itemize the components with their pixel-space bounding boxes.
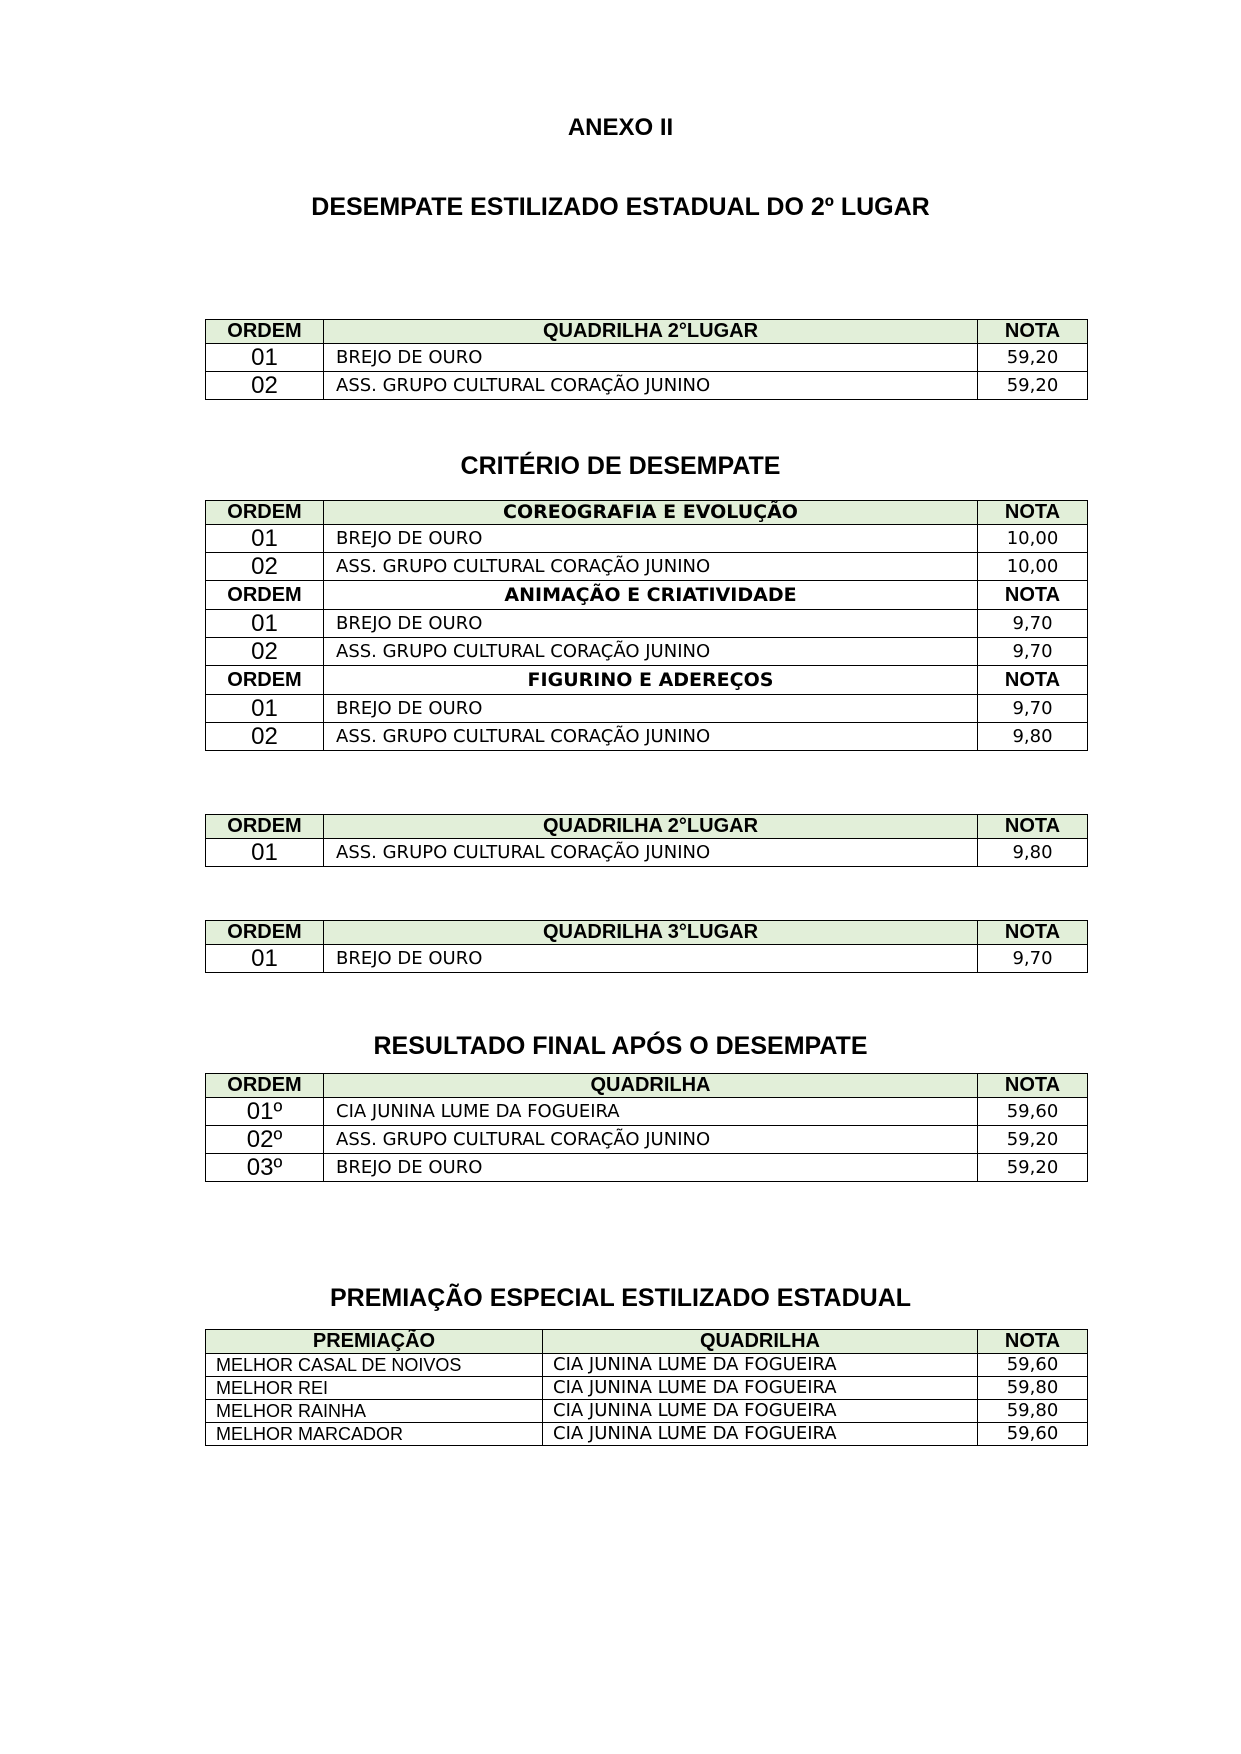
table-row: [206, 1126, 1088, 1154]
cell-nota: 9,80: [978, 839, 1088, 867]
table-3-lugar: [205, 920, 1088, 973]
cell-ordem: 02: [206, 638, 324, 666]
header-quadrilha: QUADRILHA: [324, 1074, 978, 1098]
cell-nota: 59,20: [978, 344, 1088, 372]
table-header-row: [206, 815, 1088, 839]
cell-ordem: 02: [206, 553, 324, 581]
table-row: [206, 1154, 1088, 1182]
cell-nota: 59,60: [978, 1098, 1088, 1126]
cell-ordem: 02: [206, 372, 324, 400]
cell-quadrilha: ASS. GRUPO CULTURAL CORAÇÃO JUNINO: [324, 553, 978, 581]
cell-nota: 59,60: [978, 1423, 1088, 1446]
cell-ordem: 01: [206, 525, 324, 553]
cell-quadrilha: ASS. GRUPO CULTURAL CORAÇÃO JUNINO: [324, 638, 978, 666]
table-2-lugar: [205, 319, 1088, 400]
table-row: [206, 839, 1088, 867]
cell-quadrilha: ASS. GRUPO CULTURAL CORAÇÃO JUNINO: [324, 839, 978, 867]
cell-nota: 9,70: [978, 945, 1088, 973]
cell-quadrilha: ASS. GRUPO CULTURAL CORAÇÃO JUNINO: [324, 1126, 978, 1154]
cell-ordem: 01º: [206, 1098, 324, 1126]
header-ordem: ORDEM: [206, 815, 324, 839]
table-row: [206, 1354, 1088, 1377]
cell-nota: 59,20: [978, 372, 1088, 400]
cell-ordem: 01: [206, 839, 324, 867]
header-nota: NOTA: [978, 1330, 1088, 1354]
cell-quadrilha: BREJO DE OURO: [324, 610, 978, 638]
header-nota: NOTA: [978, 921, 1088, 945]
header-nota: NOTA: [978, 320, 1088, 344]
table-row: [206, 344, 1088, 372]
cell-quadrilha: BREJO DE OURO: [324, 945, 978, 973]
table-row: [206, 553, 1088, 581]
cell-nota: 9,70: [978, 610, 1088, 638]
cell-nota: 59,80: [978, 1377, 1088, 1400]
cell-ordem: 01: [206, 695, 324, 723]
table-row: [206, 723, 1088, 751]
cell-nota: 10,00: [978, 553, 1088, 581]
section-title-premiacao: PREMIAÇÃO ESPECIAL ESTILIZADO ESTADUAL: [329, 1284, 912, 1312]
header-ordem: ORDEM: [206, 666, 324, 695]
table-header-row: [206, 1330, 1088, 1354]
table-row: [206, 638, 1088, 666]
section-title-desempate: DESEMPATE ESTILIZADO ESTADUAL DO 2º LUGAR: [311, 193, 930, 221]
cell-ordem: 01: [206, 945, 324, 973]
table-row: [206, 372, 1088, 400]
section-title-criterio: CRITÉRIO DE DESEMPATE: [460, 452, 781, 480]
cell-nota: 9,80: [978, 723, 1088, 751]
cell-nota: 59,20: [978, 1154, 1088, 1182]
cell-quadrilha: CIA JUNINA LUME DA FOGUEIRA: [543, 1377, 978, 1400]
table-premiacao-especial: [205, 1329, 1088, 1446]
header-quadrilha: QUADRILHA: [543, 1330, 978, 1354]
cell-quadrilha: BREJO DE OURO: [324, 695, 978, 723]
table-header-row: [206, 666, 1088, 695]
table-header-row: [206, 320, 1088, 344]
table-row: [206, 1423, 1088, 1446]
header-nota: NOTA: [978, 581, 1088, 610]
cell-quadrilha: CIA JUNINA LUME DA FOGUEIRA: [324, 1098, 978, 1126]
header-premiacao: PREMIAÇÃO: [206, 1330, 543, 1354]
cell-nota: 9,70: [978, 638, 1088, 666]
header-nota: NOTA: [978, 501, 1088, 525]
cell-nota: 9,70: [978, 695, 1088, 723]
cell-quadrilha: BREJO DE OURO: [324, 525, 978, 553]
table-row: [206, 1098, 1088, 1126]
header-figurino: FIGURINO E ADEREÇOS: [324, 666, 978, 695]
cell-nota: 59,20: [978, 1126, 1088, 1154]
cell-premiacao: MELHOR CASAL DE NOIVOS: [206, 1354, 543, 1377]
cell-ordem: 02: [206, 723, 324, 751]
cell-quadrilha: CIA JUNINA LUME DA FOGUEIRA: [543, 1423, 978, 1446]
header-animacao: ANIMAÇÃO E CRIATIVIDADE: [324, 581, 978, 610]
header-ordem: ORDEM: [206, 921, 324, 945]
cell-premiacao: MELHOR RAINHA: [206, 1400, 543, 1423]
cell-quadrilha: CIA JUNINA LUME DA FOGUEIRA: [543, 1354, 978, 1377]
cell-nota: 59,60: [978, 1354, 1088, 1377]
table-resultado-final: [205, 1073, 1088, 1182]
section-title-resultado: RESULTADO FINAL APÓS O DESEMPATE: [373, 1032, 868, 1060]
table-criterio: [205, 500, 1088, 751]
header-nota: NOTA: [978, 666, 1088, 695]
cell-quadrilha: ASS. GRUPO CULTURAL CORAÇÃO JUNINO: [324, 372, 978, 400]
table-header-row: [206, 1074, 1088, 1098]
cell-quadrilha: ASS. GRUPO CULTURAL CORAÇÃO JUNINO: [324, 723, 978, 751]
table-row: [206, 1377, 1088, 1400]
page-title: ANEXO II: [567, 114, 674, 141]
header-nota: NOTA: [978, 815, 1088, 839]
table-row: [206, 610, 1088, 638]
table-header-row: [206, 921, 1088, 945]
table-header-row: [206, 501, 1088, 525]
cell-ordem: 01: [206, 610, 324, 638]
header-ordem: ORDEM: [206, 581, 324, 610]
header-quadrilha: QUADRILHA 2°LUGAR: [324, 815, 978, 839]
header-coreografia: COREOGRAFIA E EVOLUÇÃO: [324, 501, 978, 525]
table-row: [206, 1400, 1088, 1423]
cell-nota: 10,00: [978, 525, 1088, 553]
table-row: [206, 525, 1088, 553]
table-header-row: [206, 581, 1088, 610]
cell-quadrilha: CIA JUNINA LUME DA FOGUEIRA: [543, 1400, 978, 1423]
cell-ordem: 03º: [206, 1154, 324, 1182]
cell-ordem: 01: [206, 344, 324, 372]
cell-ordem: 02º: [206, 1126, 324, 1154]
header-ordem: ORDEM: [206, 1074, 324, 1098]
table-row: [206, 945, 1088, 973]
header-ordem: ORDEM: [206, 320, 324, 344]
header-ordem: ORDEM: [206, 501, 324, 525]
header-quadrilha: QUADRILHA 3°LUGAR: [324, 921, 978, 945]
cell-quadrilha: BREJO DE OURO: [324, 1154, 978, 1182]
table-2-lugar-final: [205, 814, 1088, 867]
header-quadrilha: QUADRILHA 2°LUGAR: [324, 320, 978, 344]
cell-nota: 59,80: [978, 1400, 1088, 1423]
header-nota: NOTA: [978, 1074, 1088, 1098]
cell-premiacao: MELHOR MARCADOR: [206, 1423, 543, 1446]
cell-premiacao: MELHOR REI: [206, 1377, 543, 1400]
table-row: [206, 695, 1088, 723]
cell-quadrilha: BREJO DE OURO: [324, 344, 978, 372]
